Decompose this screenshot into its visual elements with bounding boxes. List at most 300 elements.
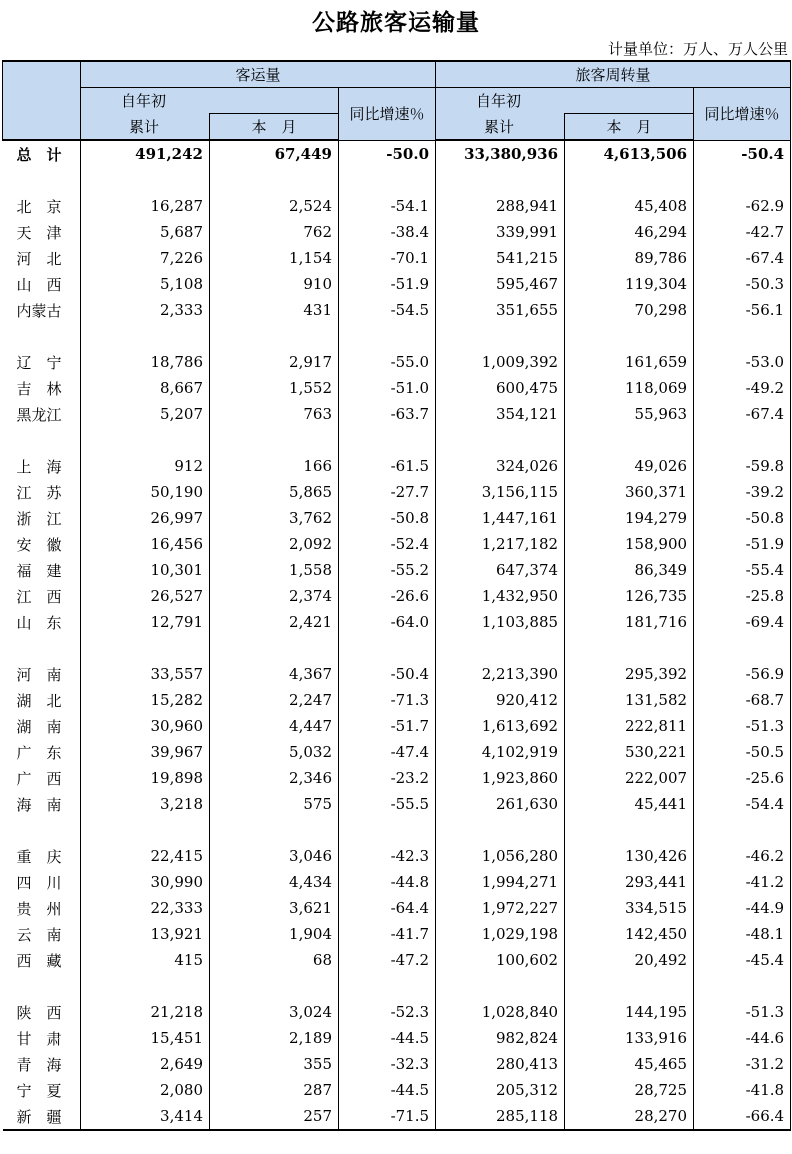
cell-ytd: 491,242 xyxy=(81,140,210,167)
cell-yoy2: -62.9 xyxy=(694,193,791,219)
cell-yoy2: -44.6 xyxy=(694,1025,791,1051)
cell-month: 2,917 xyxy=(210,349,339,375)
region-name: 新 疆 xyxy=(3,1103,81,1130)
cell-ytd2: 100,602 xyxy=(436,947,565,973)
cell-ytd2: 1,028,840 xyxy=(436,999,565,1025)
table-row xyxy=(3,349,791,375)
cell-yoy2: -50.8 xyxy=(694,505,791,531)
cell-yoy: -64.0 xyxy=(339,609,436,635)
cell-ytd: 8,667 xyxy=(81,375,210,401)
cell-yoy2: -50.4 xyxy=(694,140,791,167)
cell-month xyxy=(210,817,339,843)
cell-ytd2 xyxy=(436,635,565,661)
cell-yoy: -51.7 xyxy=(339,713,436,739)
cell-month: 3,621 xyxy=(210,895,339,921)
cell-ytd: 3,414 xyxy=(81,1103,210,1130)
cell-yoy xyxy=(339,973,436,999)
table-row xyxy=(3,193,791,219)
cell-month2 xyxy=(565,973,694,999)
cell-ytd2 xyxy=(436,817,565,843)
region-name: 天 津 xyxy=(3,219,81,245)
cell-month2: 55,963 xyxy=(565,401,694,427)
region-name: 云 南 xyxy=(3,921,81,947)
table-row xyxy=(3,947,791,973)
cell-yoy2: -56.9 xyxy=(694,661,791,687)
region-name: 宁 夏 xyxy=(3,1077,81,1103)
cell-yoy: -38.4 xyxy=(339,219,436,245)
cell-month2: 89,786 xyxy=(565,245,694,271)
cell-ytd: 13,921 xyxy=(81,921,210,947)
cell-yoy2: -67.4 xyxy=(694,401,791,427)
cell-yoy2 xyxy=(694,817,791,843)
cell-yoy: -55.0 xyxy=(339,349,436,375)
cell-month2: 133,916 xyxy=(565,1025,694,1051)
cell-month2: 194,279 xyxy=(565,505,694,531)
cell-ytd2 xyxy=(436,973,565,999)
cell-month: 2,421 xyxy=(210,609,339,635)
cell-ytd: 15,451 xyxy=(81,1025,210,1051)
cell-yoy2: -46.2 xyxy=(694,843,791,869)
table-row xyxy=(3,739,791,765)
region-name xyxy=(3,323,81,349)
cell-month2: 181,716 xyxy=(565,609,694,635)
cell-yoy2: -41.8 xyxy=(694,1077,791,1103)
cell-month2: 86,349 xyxy=(565,557,694,583)
cell-month: 910 xyxy=(210,271,339,297)
cell-month: 575 xyxy=(210,791,339,817)
table-row xyxy=(3,1103,791,1130)
region-name: 青 海 xyxy=(3,1051,81,1077)
cell-ytd2: 600,475 xyxy=(436,375,565,401)
cell-yoy: -44.5 xyxy=(339,1025,436,1051)
cell-ytd2: 1,056,280 xyxy=(436,843,565,869)
group-header-passenger-volume: 客运量 xyxy=(81,61,436,88)
table-row xyxy=(3,375,791,401)
cell-yoy2 xyxy=(694,427,791,453)
region-name: 海 南 xyxy=(3,791,81,817)
cell-ytd xyxy=(81,817,210,843)
cell-yoy2: -54.4 xyxy=(694,791,791,817)
cell-month: 2,374 xyxy=(210,583,339,609)
cell-month xyxy=(210,167,339,193)
cell-ytd2 xyxy=(436,323,565,349)
cell-ytd: 26,527 xyxy=(81,583,210,609)
cell-month2: 70,298 xyxy=(565,297,694,323)
cell-yoy2: -49.2 xyxy=(694,375,791,401)
cell-month2: 126,735 xyxy=(565,583,694,609)
cell-ytd2: 280,413 xyxy=(436,1051,565,1077)
cell-ytd: 5,687 xyxy=(81,219,210,245)
cell-ytd2: 1,923,860 xyxy=(436,765,565,791)
cell-yoy2: -68.7 xyxy=(694,687,791,713)
cell-ytd: 33,557 xyxy=(81,661,210,687)
cell-yoy xyxy=(339,323,436,349)
cell-ytd xyxy=(81,323,210,349)
cell-yoy: -47.4 xyxy=(339,739,436,765)
cell-month2: 46,294 xyxy=(565,219,694,245)
region-header-cell xyxy=(3,61,81,140)
cell-month: 2,092 xyxy=(210,531,339,557)
region-name: 辽 宁 xyxy=(3,349,81,375)
month-header-1: 本 月 xyxy=(210,114,339,141)
table-row xyxy=(3,557,791,583)
cell-month: 68 xyxy=(210,947,339,973)
cell-month2: 158,900 xyxy=(565,531,694,557)
region-name: 河 北 xyxy=(3,245,81,271)
region-name xyxy=(3,427,81,453)
region-name: 福 建 xyxy=(3,557,81,583)
table-row xyxy=(3,921,791,947)
cell-month2 xyxy=(565,323,694,349)
cell-ytd2: 920,412 xyxy=(436,687,565,713)
cell-ytd: 39,967 xyxy=(81,739,210,765)
cell-yoy: -27.7 xyxy=(339,479,436,505)
cell-ytd2: 1,432,950 xyxy=(436,583,565,609)
cell-ytd: 16,287 xyxy=(81,193,210,219)
cell-month: 1,558 xyxy=(210,557,339,583)
cell-month: 2,524 xyxy=(210,193,339,219)
cell-ytd2: 1,009,392 xyxy=(436,349,565,375)
cell-ytd2: 33,380,936 xyxy=(436,140,565,167)
cell-month2: 28,725 xyxy=(565,1077,694,1103)
cell-yoy xyxy=(339,167,436,193)
spacer-row xyxy=(3,817,791,843)
cell-yoy2: -66.4 xyxy=(694,1103,791,1130)
region-name: 浙 江 xyxy=(3,505,81,531)
table-row xyxy=(3,687,791,713)
cell-ytd: 15,282 xyxy=(81,687,210,713)
region-name: 北 京 xyxy=(3,193,81,219)
table-row xyxy=(3,1025,791,1051)
cell-ytd: 19,898 xyxy=(81,765,210,791)
cell-yoy2: -51.3 xyxy=(694,713,791,739)
cell-ytd2: 324,026 xyxy=(436,453,565,479)
cell-yoy2: -41.2 xyxy=(694,869,791,895)
cell-month2: 45,408 xyxy=(565,193,694,219)
cell-month2: 295,392 xyxy=(565,661,694,687)
spacer-row xyxy=(3,167,791,193)
cell-month2: 20,492 xyxy=(565,947,694,973)
cell-ytd2: 261,630 xyxy=(436,791,565,817)
cell-yoy: -64.4 xyxy=(339,895,436,921)
cell-ytd2: 339,991 xyxy=(436,219,565,245)
cell-ytd: 912 xyxy=(81,453,210,479)
table-row xyxy=(3,271,791,297)
cell-month: 67,449 xyxy=(210,140,339,167)
cell-ytd2: 1,613,692 xyxy=(436,713,565,739)
region-name xyxy=(3,817,81,843)
cell-month2: 118,069 xyxy=(565,375,694,401)
cell-month2 xyxy=(565,167,694,193)
cell-ytd2: 2,213,390 xyxy=(436,661,565,687)
spacer-row xyxy=(3,323,791,349)
table-row xyxy=(3,609,791,635)
cell-month: 4,447 xyxy=(210,713,339,739)
cell-month2: 131,582 xyxy=(565,687,694,713)
cell-month2: 119,304 xyxy=(565,271,694,297)
cell-yoy2: -50.5 xyxy=(694,739,791,765)
region-name: 甘 肃 xyxy=(3,1025,81,1051)
cell-yoy2: -55.4 xyxy=(694,557,791,583)
cell-yoy2: -25.8 xyxy=(694,583,791,609)
cell-ytd: 2,333 xyxy=(81,297,210,323)
region-name: 江 西 xyxy=(3,583,81,609)
cell-month: 762 xyxy=(210,219,339,245)
spacer-row xyxy=(3,635,791,661)
cell-month2: 45,465 xyxy=(565,1051,694,1077)
region-name: 黑龙江 xyxy=(3,401,81,427)
cell-ytd: 22,333 xyxy=(81,895,210,921)
cell-yoy: -42.3 xyxy=(339,843,436,869)
cell-yoy2: -67.4 xyxy=(694,245,791,271)
table-row xyxy=(3,791,791,817)
table-row xyxy=(3,1051,791,1077)
cell-month2 xyxy=(565,635,694,661)
cell-month2: 144,195 xyxy=(565,999,694,1025)
region-name: 广 东 xyxy=(3,739,81,765)
region-name: 贵 州 xyxy=(3,895,81,921)
cell-yoy: -44.8 xyxy=(339,869,436,895)
cell-ytd2 xyxy=(436,427,565,453)
cell-month: 2,346 xyxy=(210,765,339,791)
cell-month: 5,865 xyxy=(210,479,339,505)
cell-ytd2: 1,972,227 xyxy=(436,895,565,921)
cell-month: 1,154 xyxy=(210,245,339,271)
cell-month2: 45,441 xyxy=(565,791,694,817)
yoy-header-1: 同比增速％ xyxy=(339,88,436,141)
cell-ytd xyxy=(81,973,210,999)
region-name: 四 川 xyxy=(3,869,81,895)
cell-ytd: 16,456 xyxy=(81,531,210,557)
cell-month2: 130,426 xyxy=(565,843,694,869)
cell-ytd xyxy=(81,427,210,453)
cell-ytd: 26,997 xyxy=(81,505,210,531)
cell-month2: 142,450 xyxy=(565,921,694,947)
cell-yoy: -50.8 xyxy=(339,505,436,531)
table-row xyxy=(3,401,791,427)
table-row xyxy=(3,765,791,791)
cell-ytd: 5,108 xyxy=(81,271,210,297)
cell-yoy: -52.3 xyxy=(339,999,436,1025)
cell-month2: 161,659 xyxy=(565,349,694,375)
cell-ytd: 21,218 xyxy=(81,999,210,1025)
cell-month: 5,032 xyxy=(210,739,339,765)
region-name: 吉 林 xyxy=(3,375,81,401)
cell-month: 1,552 xyxy=(210,375,339,401)
cell-month: 2,189 xyxy=(210,1025,339,1051)
region-name: 西 藏 xyxy=(3,947,81,973)
region-name: 安 徽 xyxy=(3,531,81,557)
cell-month xyxy=(210,323,339,349)
cell-month: 287 xyxy=(210,1077,339,1103)
cell-ytd2: 647,374 xyxy=(436,557,565,583)
cell-ytd: 18,786 xyxy=(81,349,210,375)
region-name: 山 西 xyxy=(3,271,81,297)
cell-yoy2: -59.8 xyxy=(694,453,791,479)
cell-yoy: -47.2 xyxy=(339,947,436,973)
region-name: 河 南 xyxy=(3,661,81,687)
cell-ytd2: 982,824 xyxy=(436,1025,565,1051)
cell-ytd: 2,080 xyxy=(81,1077,210,1103)
passenger-table xyxy=(2,60,791,1131)
region-name: 江 苏 xyxy=(3,479,81,505)
cell-ytd: 12,791 xyxy=(81,609,210,635)
table-row xyxy=(3,843,791,869)
cell-ytd2: 1,447,161 xyxy=(436,505,565,531)
region-name: 山 东 xyxy=(3,609,81,635)
cell-yoy2 xyxy=(694,635,791,661)
cell-yoy: -50.0 xyxy=(339,140,436,167)
table-body xyxy=(3,140,791,1130)
cell-month: 355 xyxy=(210,1051,339,1077)
cell-yoy2 xyxy=(694,973,791,999)
region-name: 内蒙古 xyxy=(3,297,81,323)
cell-month: 2,247 xyxy=(210,687,339,713)
cell-ytd2: 1,217,182 xyxy=(436,531,565,557)
cell-ytd: 30,960 xyxy=(81,713,210,739)
cell-yoy: -51.9 xyxy=(339,271,436,297)
table-row xyxy=(3,661,791,687)
cell-yoy: -71.3 xyxy=(339,687,436,713)
cell-ytd xyxy=(81,167,210,193)
region-name: 重 庆 xyxy=(3,843,81,869)
region-name xyxy=(3,635,81,661)
group-header-passenger-turnover: 旅客周转量 xyxy=(436,61,791,88)
cell-month: 431 xyxy=(210,297,339,323)
ytd-header-2-line1: 自年初 xyxy=(436,88,694,114)
table-row xyxy=(3,453,791,479)
cell-yoy: -50.4 xyxy=(339,661,436,687)
cell-month: 763 xyxy=(210,401,339,427)
cell-month: 4,434 xyxy=(210,869,339,895)
ytd-header-2-line2: 累计 xyxy=(436,114,565,141)
cell-yoy2: -42.7 xyxy=(694,219,791,245)
cell-ytd2: 205,312 xyxy=(436,1077,565,1103)
spacer-row xyxy=(3,427,791,453)
cell-month: 3,762 xyxy=(210,505,339,531)
cell-month: 257 xyxy=(210,1103,339,1130)
cell-yoy: -61.5 xyxy=(339,453,436,479)
cell-yoy: -23.2 xyxy=(339,765,436,791)
cell-ytd: 5,207 xyxy=(81,401,210,427)
region-name: 上 海 xyxy=(3,453,81,479)
cell-ytd2: 4,102,919 xyxy=(436,739,565,765)
cell-ytd: 10,301 xyxy=(81,557,210,583)
cell-ytd: 415 xyxy=(81,947,210,973)
region-name: 湖 南 xyxy=(3,713,81,739)
cell-month2: 49,026 xyxy=(565,453,694,479)
cell-ytd2: 1,994,271 xyxy=(436,869,565,895)
cell-yoy2 xyxy=(694,323,791,349)
page-title: 公路旅客运输量 xyxy=(312,10,480,36)
cell-yoy2: -48.1 xyxy=(694,921,791,947)
cell-ytd2: 351,655 xyxy=(436,297,565,323)
region-name xyxy=(3,973,81,999)
cell-ytd: 30,990 xyxy=(81,869,210,895)
cell-ytd: 3,218 xyxy=(81,791,210,817)
cell-ytd: 22,415 xyxy=(81,843,210,869)
table-row xyxy=(3,869,791,895)
cell-month xyxy=(210,973,339,999)
cell-month xyxy=(210,427,339,453)
cell-ytd xyxy=(81,635,210,661)
table-row xyxy=(3,999,791,1025)
cell-ytd2 xyxy=(436,167,565,193)
cell-month2: 4,613,506 xyxy=(565,140,694,167)
cell-ytd2: 354,121 xyxy=(436,401,565,427)
cell-yoy2 xyxy=(694,167,791,193)
cell-yoy: -44.5 xyxy=(339,1077,436,1103)
cell-yoy: -51.0 xyxy=(339,375,436,401)
cell-yoy: -26.6 xyxy=(339,583,436,609)
cell-month: 1,904 xyxy=(210,921,339,947)
yoy-header-2: 同比增速％ xyxy=(694,88,791,141)
region-name: 陕 西 xyxy=(3,999,81,1025)
cell-ytd2: 1,029,198 xyxy=(436,921,565,947)
cell-yoy xyxy=(339,427,436,453)
cell-yoy2: -39.2 xyxy=(694,479,791,505)
region-name: 广 西 xyxy=(3,765,81,791)
table-row xyxy=(3,505,791,531)
cell-ytd2: 288,941 xyxy=(436,193,565,219)
table-row xyxy=(3,479,791,505)
cell-yoy2: -45.4 xyxy=(694,947,791,973)
cell-month2: 334,515 xyxy=(565,895,694,921)
cell-month2: 222,811 xyxy=(565,713,694,739)
table-row xyxy=(3,713,791,739)
cell-yoy: -71.5 xyxy=(339,1103,436,1130)
cell-month: 3,024 xyxy=(210,999,339,1025)
month-header-2: 本 月 xyxy=(565,114,694,141)
cell-yoy xyxy=(339,817,436,843)
region-name: 总 计 xyxy=(3,140,81,167)
unit-note: 计量单位：万人、万人公里 xyxy=(607,40,788,58)
cell-month2 xyxy=(565,427,694,453)
cell-month2: 222,007 xyxy=(565,765,694,791)
cell-month: 3,046 xyxy=(210,843,339,869)
cell-yoy xyxy=(339,635,436,661)
cell-yoy: -70.1 xyxy=(339,245,436,271)
cell-yoy: -52.4 xyxy=(339,531,436,557)
table-header xyxy=(3,61,791,140)
cell-month2: 28,270 xyxy=(565,1103,694,1130)
table-row xyxy=(3,1077,791,1103)
cell-yoy: -55.2 xyxy=(339,557,436,583)
cell-yoy: -55.5 xyxy=(339,791,436,817)
cell-month2 xyxy=(565,817,694,843)
cell-month xyxy=(210,635,339,661)
cell-ytd2: 3,156,115 xyxy=(436,479,565,505)
cell-ytd2: 541,215 xyxy=(436,245,565,271)
table-row xyxy=(3,140,791,167)
cell-month: 166 xyxy=(210,453,339,479)
cell-yoy2: -44.9 xyxy=(694,895,791,921)
cell-month2: 530,221 xyxy=(565,739,694,765)
table-row xyxy=(3,895,791,921)
region-name xyxy=(3,167,81,193)
cell-ytd: 7,226 xyxy=(81,245,210,271)
cell-ytd: 50,190 xyxy=(81,479,210,505)
ytd-header-1-line2: 累计 xyxy=(81,114,210,141)
cell-ytd2: 285,118 xyxy=(436,1103,565,1130)
cell-ytd2: 1,103,885 xyxy=(436,609,565,635)
table-row xyxy=(3,297,791,323)
cell-yoy2: -31.2 xyxy=(694,1051,791,1077)
cell-yoy2: -51.9 xyxy=(694,531,791,557)
table-row xyxy=(3,245,791,271)
cell-yoy: -54.1 xyxy=(339,193,436,219)
ytd-header-1-line1: 自年初 xyxy=(81,88,339,114)
